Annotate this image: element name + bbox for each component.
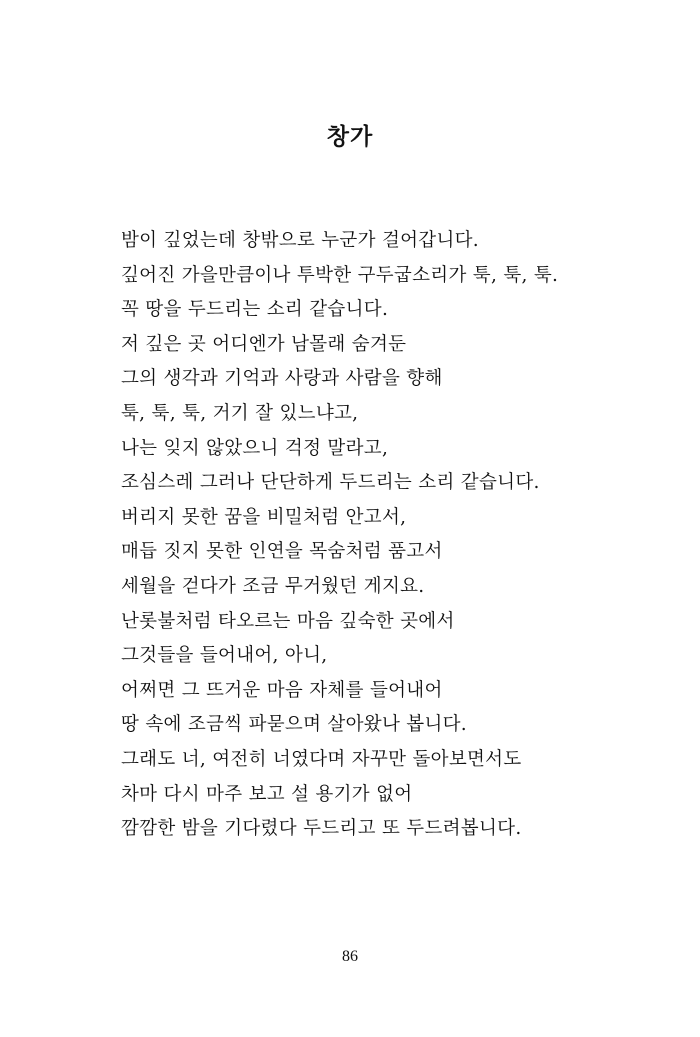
poem-line: 툭, 툭, 툭, 거기 잘 있느냐고, — [121, 402, 359, 424]
poem-line: 그것들을 들어내어, 아니, — [121, 645, 328, 667]
poem-line: 매듭 짓지 못한 인연을 목숨처럼 품고서 — [121, 541, 443, 563]
poem-line: 저 깊은 곳 어디엔가 남몰래 숨겨둔 — [121, 333, 407, 355]
poem-line: 밤이 깊었는데 창밖으로 누군가 걸어갑니다. — [121, 230, 479, 251]
poem-line: 조심스레 그러나 단단하게 두드리는 소리 같습니다. — [121, 472, 540, 494]
poem-body — [121, 224, 681, 847]
poem-line: 깜깜한 밤을 기다렸다 두드리고 또 두드려봅니다. — [121, 818, 522, 840]
poem-line: 땅 속에 조금씩 파묻으며 살아왔나 봅니다. — [121, 714, 467, 736]
poem-line: 나는 잊지 않았으니 걱정 말라고, — [121, 437, 389, 459]
page-number: 86 — [342, 948, 358, 965]
poem-line: 그래도 너, 여전히 너였다며 자꾸만 돌아보면서도 — [121, 748, 522, 770]
poem-line: 버리지 못한 꿈을 비밀처럼 안고서, — [121, 506, 407, 528]
poem-line: 깊어진 가을만큼이나 투박한 구두굽소리가 툭, 툭, 툭. — [121, 264, 559, 286]
poem-line: 세월을 걷다가 조금 무거웠던 게지요. — [121, 575, 425, 597]
poem-line: 난롯불처럼 타오르는 마음 깊숙한 곳에서 — [121, 610, 455, 632]
poem-line: 차마 다시 마주 보고 설 용기가 없어 — [121, 783, 413, 805]
poem-title: 창가 — [326, 123, 374, 150]
poem-line: 꼭 땅을 두드리는 소리 같습니다. — [121, 299, 389, 321]
poem-line: 그의 생각과 기억과 사랑과 사람을 향해 — [121, 368, 443, 390]
poem-line: 어쩌면 그 뜨거운 마음 자체를 들어내어 — [121, 679, 443, 701]
